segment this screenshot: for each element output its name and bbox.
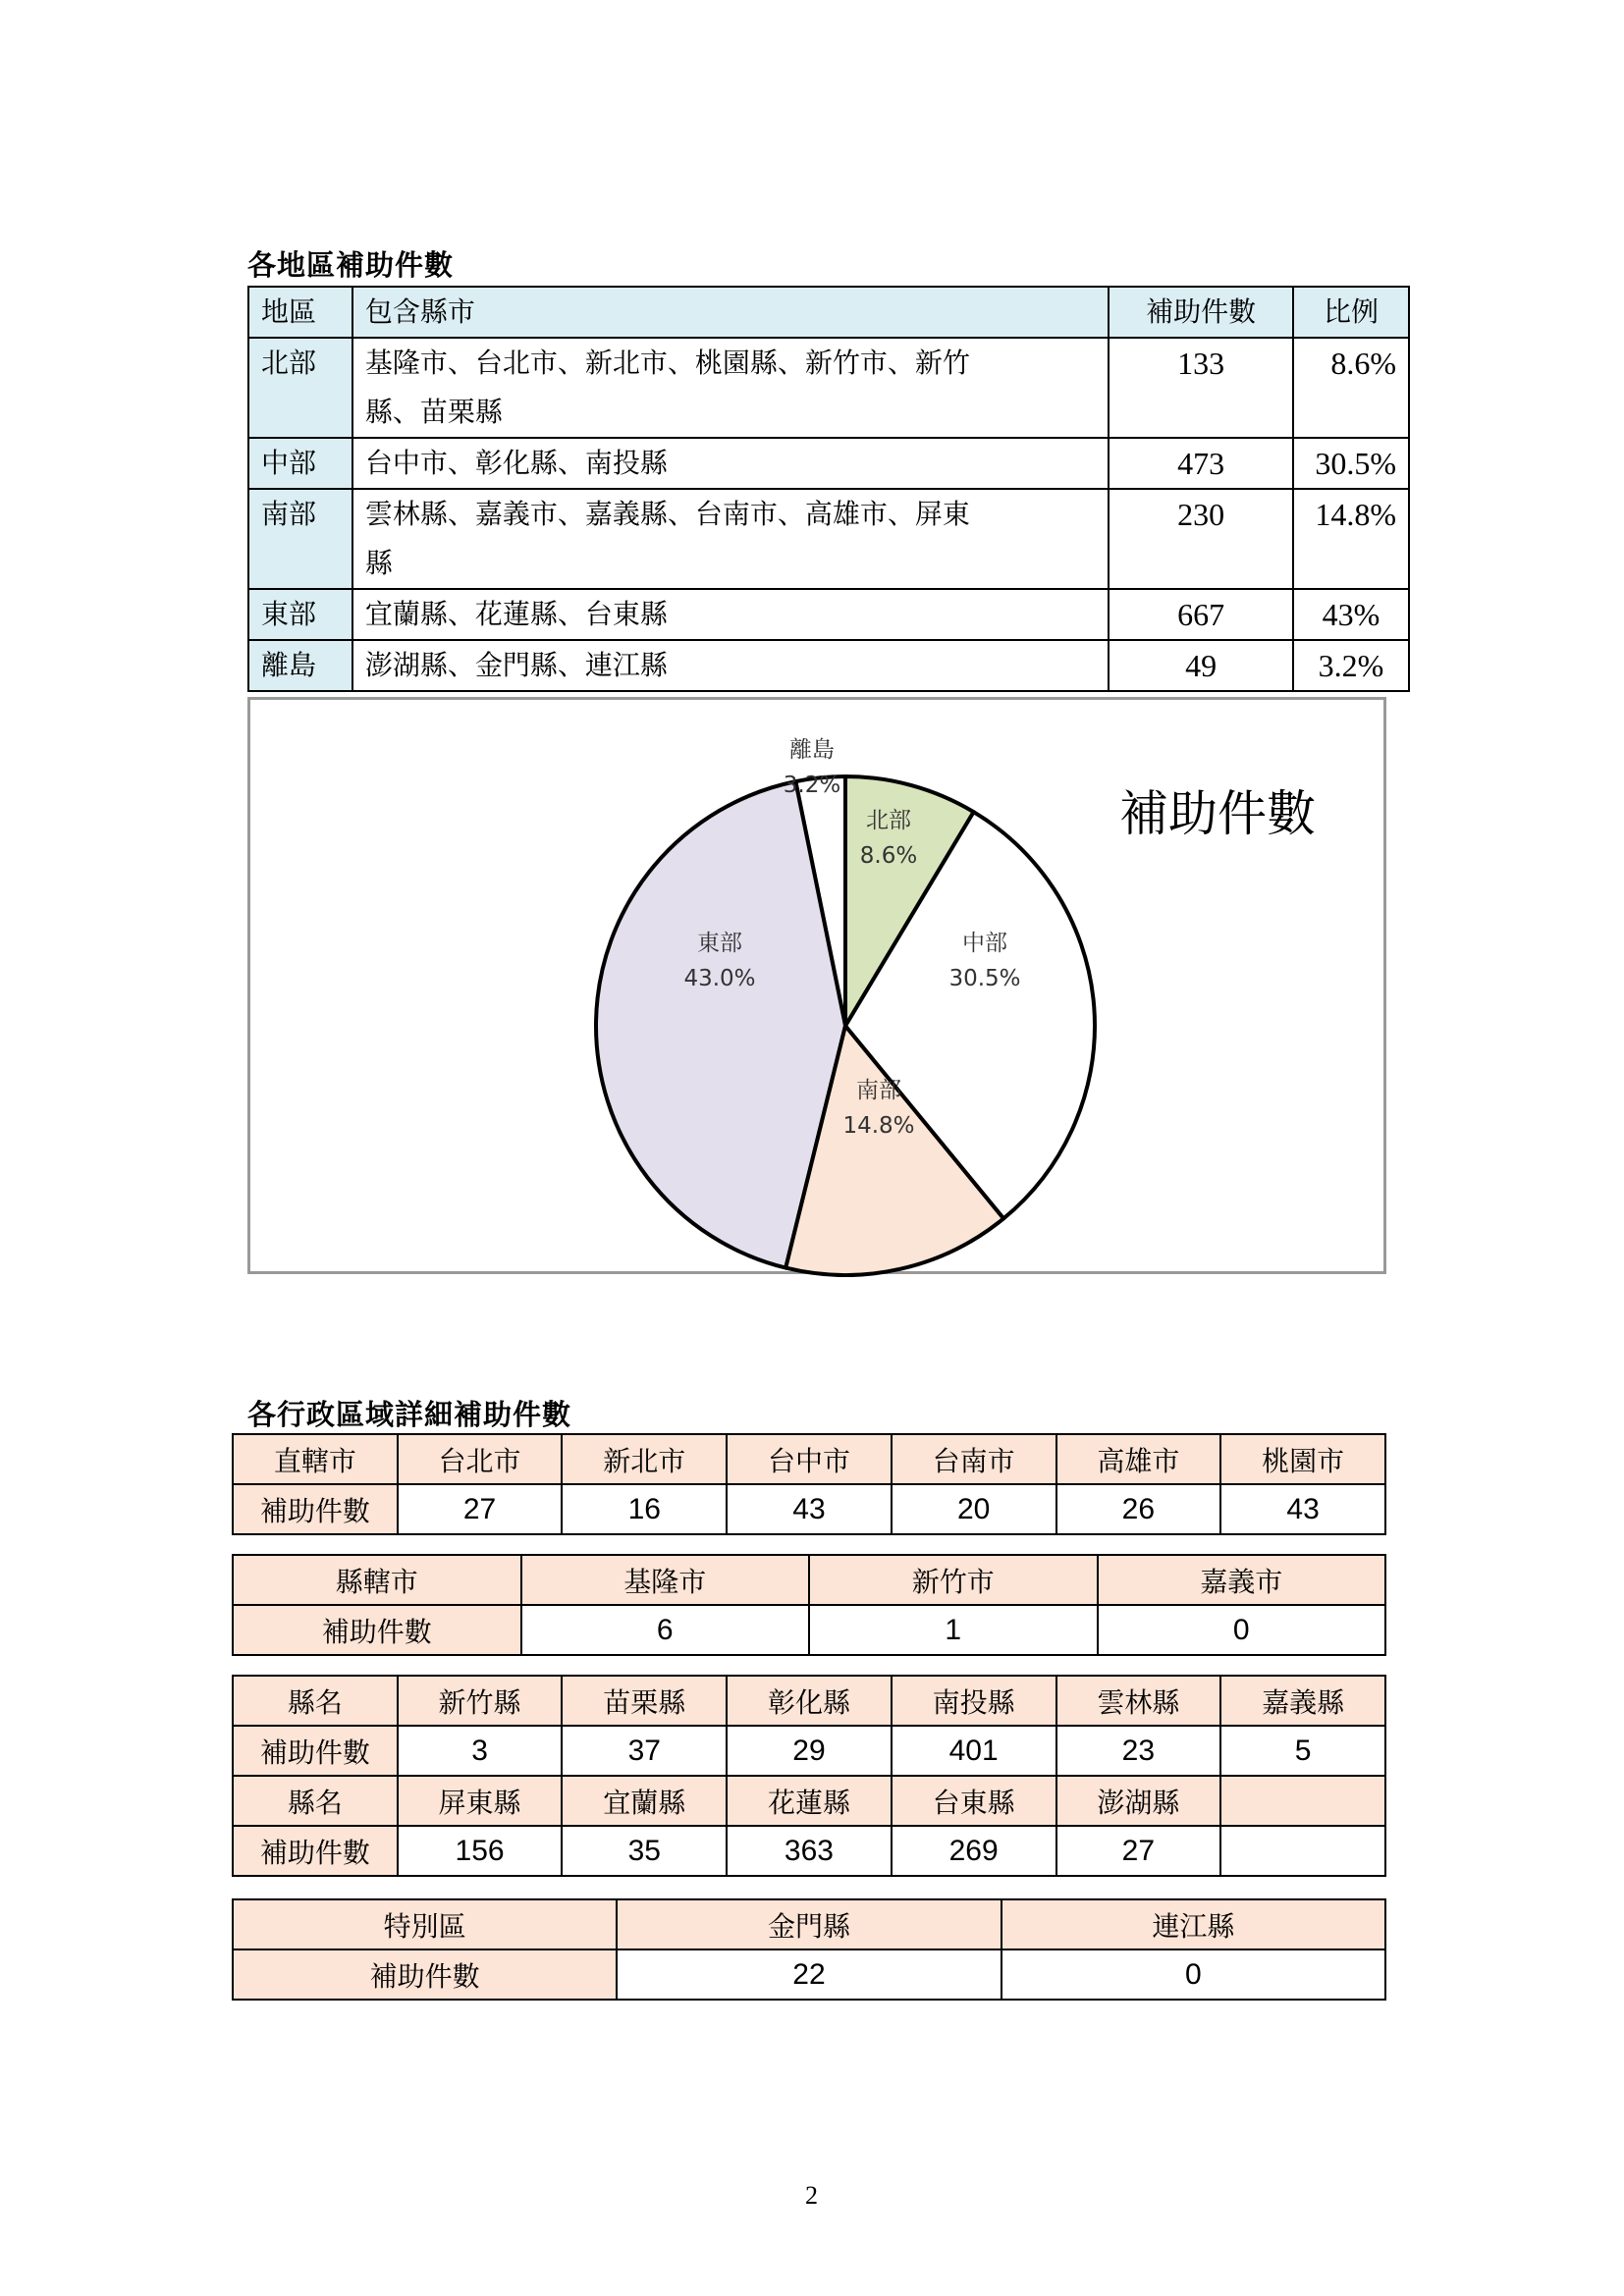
table-row <box>248 338 1409 438</box>
slice-name-label: 北部 <box>866 808 911 833</box>
name-cell <box>1220 1776 1385 1826</box>
slice-name-label: 東部 <box>697 931 742 956</box>
cities-line: 縣 <box>364 547 393 579</box>
row-head-cell: 直轄市 <box>233 1434 398 1484</box>
count-cell: 16 <box>562 1484 727 1534</box>
count-cell: 269 <box>892 1826 1056 1876</box>
table-header-row <box>248 287 1409 338</box>
name-cell: 彰化縣 <box>727 1676 892 1726</box>
count-cell: 5 <box>1220 1726 1385 1776</box>
cities-line: 基隆市、台北市、新北市、桃園縣、新竹市、新竹 <box>364 347 970 379</box>
slice-value-label: 8.6% <box>859 843 918 869</box>
name-cell: 澎湖縣 <box>1056 1776 1221 1826</box>
count-cell: 43 <box>1220 1484 1385 1534</box>
chart-title: 補助件數 <box>1119 785 1316 842</box>
regions-table <box>247 286 1410 692</box>
count-cell: 156 <box>398 1826 563 1876</box>
name-cell: 嘉義市 <box>1098 1555 1386 1605</box>
table-row <box>233 1605 1385 1655</box>
table-row <box>233 1726 1385 1776</box>
count-cell: 473 <box>1109 438 1293 489</box>
count-cell <box>1220 1826 1385 1876</box>
slice-name-label: 南部 <box>856 1078 901 1103</box>
count-cell: 22 <box>617 1949 1001 2000</box>
count-cell: 29 <box>727 1726 892 1776</box>
row-head-cell: 補助件數 <box>233 1826 398 1876</box>
slice-value-label: 3.2% <box>783 773 841 798</box>
region-cell: 離島 <box>248 640 352 691</box>
cities-cell: 宜蘭縣、花蓮縣、台東縣 <box>352 589 1109 640</box>
ratio-cell: 14.8% <box>1293 489 1409 589</box>
row-head-cell: 特別區 <box>233 1899 617 1949</box>
slice-value-label: 14.8% <box>842 1113 915 1139</box>
slice-name-label: 離島 <box>789 737 835 763</box>
municipalities-table <box>232 1433 1386 1535</box>
county-cities-table <box>232 1554 1386 1656</box>
header-region: 地區 <box>248 287 352 338</box>
name-cell: 南投縣 <box>892 1676 1056 1726</box>
row-head-cell: 補助件數 <box>233 1949 617 2000</box>
row-head-cell: 補助件數 <box>233 1484 398 1534</box>
table-row <box>233 1776 1385 1826</box>
counties-table <box>232 1675 1386 1877</box>
slice-name-label: 中部 <box>962 931 1007 956</box>
row-head-cell: 縣轄市 <box>233 1555 521 1605</box>
cities-cell <box>352 489 1109 589</box>
cities-line: 縣、苗栗縣 <box>364 396 503 428</box>
ratio-cell: 43% <box>1293 589 1409 640</box>
cities-cell <box>352 338 1109 438</box>
name-cell: 金門縣 <box>617 1899 1001 1949</box>
row-head-cell: 補助件數 <box>233 1605 521 1655</box>
name-cell: 連江縣 <box>1001 1899 1385 1949</box>
name-cell: 宜蘭縣 <box>562 1776 727 1826</box>
special-district-table <box>232 1898 1386 2001</box>
header-ratio: 比例 <box>1293 287 1409 338</box>
name-cell: 新竹市 <box>809 1555 1098 1605</box>
region-cell: 南部 <box>248 489 352 589</box>
count-cell: 37 <box>562 1726 727 1776</box>
header-cities: 包含縣市 <box>352 287 1109 338</box>
table-row <box>248 438 1409 489</box>
count-cell: 27 <box>398 1484 563 1534</box>
count-cell: 133 <box>1109 338 1293 438</box>
count-cell: 43 <box>727 1484 892 1534</box>
count-cell: 3 <box>398 1726 563 1776</box>
count-cell: 49 <box>1109 640 1293 691</box>
count-cell: 667 <box>1109 589 1293 640</box>
name-cell: 台北市 <box>398 1434 563 1484</box>
count-cell: 230 <box>1109 489 1293 589</box>
name-cell: 桃園市 <box>1220 1434 1385 1484</box>
slice-value-label: 43.0% <box>683 966 756 991</box>
table-row <box>233 1434 1385 1484</box>
table-row <box>233 1899 1385 1949</box>
slice-value-label: 30.5% <box>948 966 1021 991</box>
name-cell: 苗栗縣 <box>562 1676 727 1726</box>
name-cell: 台南市 <box>892 1434 1056 1484</box>
pie-chart <box>250 700 1389 1277</box>
table-row <box>233 1949 1385 2000</box>
pie-chart-box <box>247 697 1386 1274</box>
row-head-cell: 縣名 <box>233 1676 398 1726</box>
ratio-cell: 8.6% <box>1293 338 1409 438</box>
count-cell: 1 <box>809 1605 1098 1655</box>
table-row <box>248 589 1409 640</box>
section-title-regions: 各地區補助件數 <box>247 248 455 282</box>
count-cell: 401 <box>892 1726 1056 1776</box>
table-row <box>248 640 1409 691</box>
count-cell: 0 <box>1001 1949 1385 2000</box>
page-number: 2 <box>805 2181 818 2210</box>
table-row <box>233 1555 1385 1605</box>
table-row <box>233 1676 1385 1726</box>
name-cell: 台東縣 <box>892 1776 1056 1826</box>
count-cell: 0 <box>1098 1605 1386 1655</box>
name-cell: 屏東縣 <box>398 1776 563 1826</box>
count-cell: 23 <box>1056 1726 1221 1776</box>
count-cell: 20 <box>892 1484 1056 1534</box>
ratio-cell: 30.5% <box>1293 438 1409 489</box>
header-count: 補助件數 <box>1109 287 1293 338</box>
ratio-cell: 3.2% <box>1293 640 1409 691</box>
table-row <box>233 1484 1385 1534</box>
count-cell: 26 <box>1056 1484 1221 1534</box>
row-head-cell: 補助件數 <box>233 1726 398 1776</box>
cities-line: 雲林縣、嘉義市、嘉義縣、台南市、高雄市、屏東 <box>364 498 970 530</box>
name-cell: 新竹縣 <box>398 1676 563 1726</box>
count-cell: 35 <box>562 1826 727 1876</box>
name-cell: 花蓮縣 <box>727 1776 892 1826</box>
section-title-districts: 各行政區域詳細補助件數 <box>247 1398 572 1431</box>
row-head-cell: 縣名 <box>233 1776 398 1826</box>
cities-cell: 台中市、彰化縣、南投縣 <box>352 438 1109 489</box>
count-cell: 6 <box>521 1605 810 1655</box>
name-cell: 基隆市 <box>521 1555 810 1605</box>
region-cell: 中部 <box>248 438 352 489</box>
name-cell: 雲林縣 <box>1056 1676 1221 1726</box>
count-cell: 27 <box>1056 1826 1221 1876</box>
region-cell: 東部 <box>248 589 352 640</box>
name-cell: 台中市 <box>727 1434 892 1484</box>
count-cell: 363 <box>727 1826 892 1876</box>
name-cell: 高雄市 <box>1056 1434 1221 1484</box>
cities-cell: 澎湖縣、金門縣、連江縣 <box>352 640 1109 691</box>
region-cell: 北部 <box>248 338 352 438</box>
name-cell: 嘉義縣 <box>1220 1676 1385 1726</box>
table-row <box>248 489 1409 589</box>
name-cell: 新北市 <box>562 1434 727 1484</box>
table-row <box>233 1826 1385 1876</box>
